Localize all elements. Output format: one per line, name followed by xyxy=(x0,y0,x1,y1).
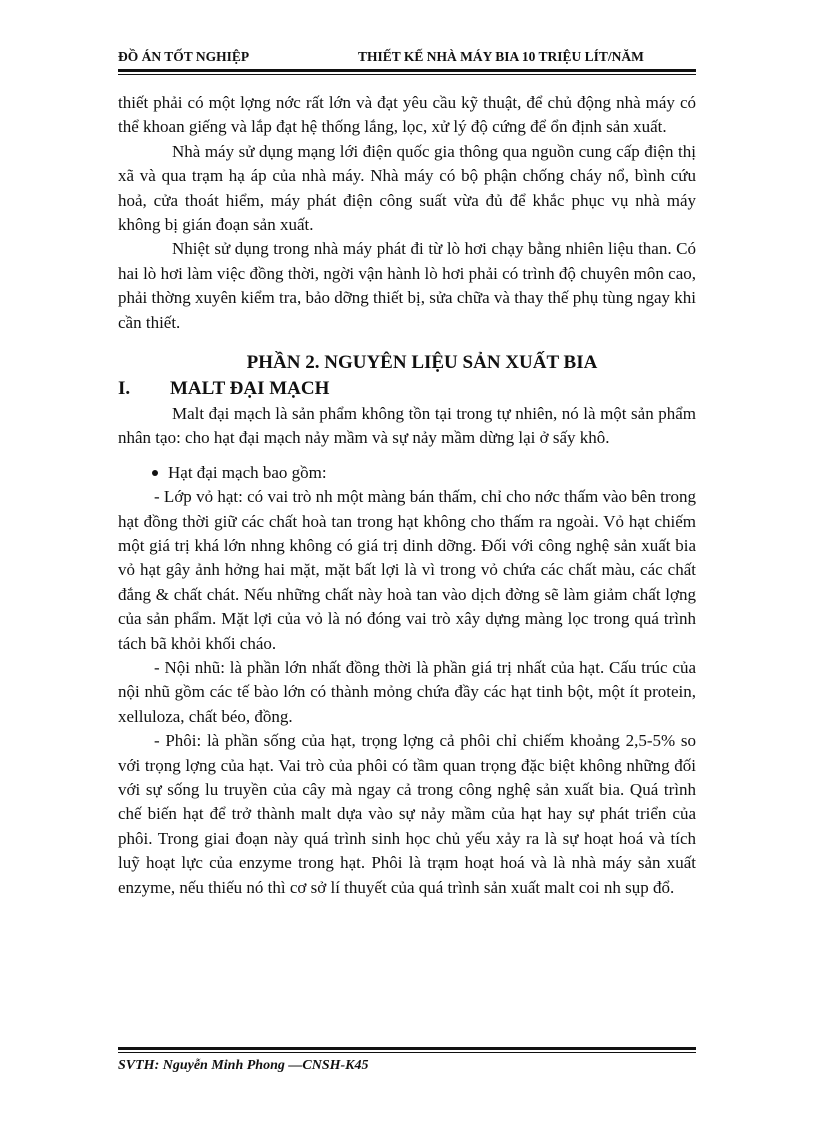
header-right: THIẾT KẾ NHÀ MÁY BIA 10 TRIỆU LÍT/NĂM xyxy=(358,49,644,64)
paragraph-malt-intro: Malt đại mạch là sản phẩm không tồn tại trong tự nhiên, nó là một sản phẩm nhân tạo: cho hạt đại mạch nảy mầm và sự nảy mầm dừng lại ở sấy khô. xyxy=(118,403,696,448)
bullet-icon xyxy=(152,470,158,476)
section-title: MALT ĐẠI MẠCH xyxy=(170,378,330,400)
paragraph-electricity: Nhà máy sử dụng mạng lới điện quốc gia thông qua nguồn cung cấp điện thị xã và qua trạm hạ áp của nhà máy. Nhà máy có bộ phận chống cháy nổ, bình cứu hoả, cửa thoát hiểm, máy phát điện công suất vừa đủ để khắc phục vụ nhà máy không bị gián đoạn sản xuất. xyxy=(118,141,696,235)
paragraph-continuation: thiết phải có một lợng nớc rất lớn và đạt yêu cầu kỹ thuật, để chủ động nhà máy có thể khoan giếng và lắp đạt hệ thống lắng, lọc, xử lý độ cứng để ổn định sản xuất. xyxy=(118,93,696,137)
bullet-text: Hạt đại mạch bao gồm: xyxy=(168,462,327,482)
header-rule-thick xyxy=(118,69,696,72)
list-item-embryo: - Phôi: là phần sống của hạt, trọng lợng cả phôi chỉ chiếm khoảng 2,5-5% so với trọng lợng của hạt. Vai trò của phôi có tầm quan trọng đặc biệt không những đối với sự sống lu truyền của cây mà ngay cả trong công nghệ sản xuất bia. Quá trình chế biến hạt để trở thành malt dựa vào sự nảy mầm của hạt hay sự phát triển của phôi. Trong giai đoạn này quá trình sinh học chủ yếu xảy ra là sự hoạt hoá và tích luỹ hoạt lực của enzyme trong hạt. Phôi là trạm hoạt hoá và là nhà máy sản xuất enzyme, nếu thiếu nó thì cơ sở lí thuyết của quá trình sản xuất malt coi nh sụp đổ. xyxy=(118,731,696,897)
header-rule-thin xyxy=(118,74,696,75)
document-body xyxy=(118,91,696,900)
section-number: I. xyxy=(118,378,131,400)
paragraph-heat: Nhiệt sử dụng trong nhà máy phát đi từ lò hơi chạy bằng nhiên liệu than. Có hai lò hơi làm việc đồng thời, ngời vận hành lò hơi phải có trình độ chuyên môn cao, phải thờng xuyên kiểm tra, bảo dỡng thiết bị, sửa chữa và thay thế phụ tùng ngay khi cần thiết. xyxy=(118,239,696,332)
section-heading xyxy=(118,377,696,401)
bullet-item xyxy=(118,461,696,485)
footer-rule-thin xyxy=(118,1052,696,1053)
list-item-husk: - Lớp vỏ hạt: có vai trò nh một màng bán thấm, chỉ cho nớc thấm vào bên trong hạt đồng thời giữ các chất hoà tan trong hạt không cho thấm ra ngoài. Vỏ hạt chiếm một giá trị khá lớn nhng không có giá trị dinh dỡng. Đối với công nghệ sản xuất bia vỏ hạt gây ảnh hởng hai mặt, mặt bất lợi là vì trong vỏ chứa các chất màu, các chất đắng & chất chát. Nếu những chất này hoà tan vào dịch đờng sẽ làm giảm chất lợng của sản phẩm. Mặt lợi của vỏ là nó đóng vai trò xây dựng màng lọc trong quá trình tách bã khỏi khối cháo. xyxy=(118,487,696,653)
page-footer: SVTH: Nguyễn Minh Phong —CNSH-K45 xyxy=(118,1058,369,1073)
part-heading: PHẦN 2. NGUYÊN LIỆU SẢN XUẤT BIA xyxy=(246,352,598,374)
header-left: ĐỒ ÁN TỐT NGHIỆP xyxy=(118,49,250,64)
list-item-endosperm: - Nội nhũ: là phần lớn nhất đồng thời là phần giá trị nhất của hạt. Cấu trúc của nội nhũ gồm các tế bào lớn có thành mỏng chứa đầy các hạt tinh bột, một ít protein, xelluloza, chất béo, đồng. xyxy=(118,657,696,726)
footer-rule-thick xyxy=(118,1047,696,1050)
